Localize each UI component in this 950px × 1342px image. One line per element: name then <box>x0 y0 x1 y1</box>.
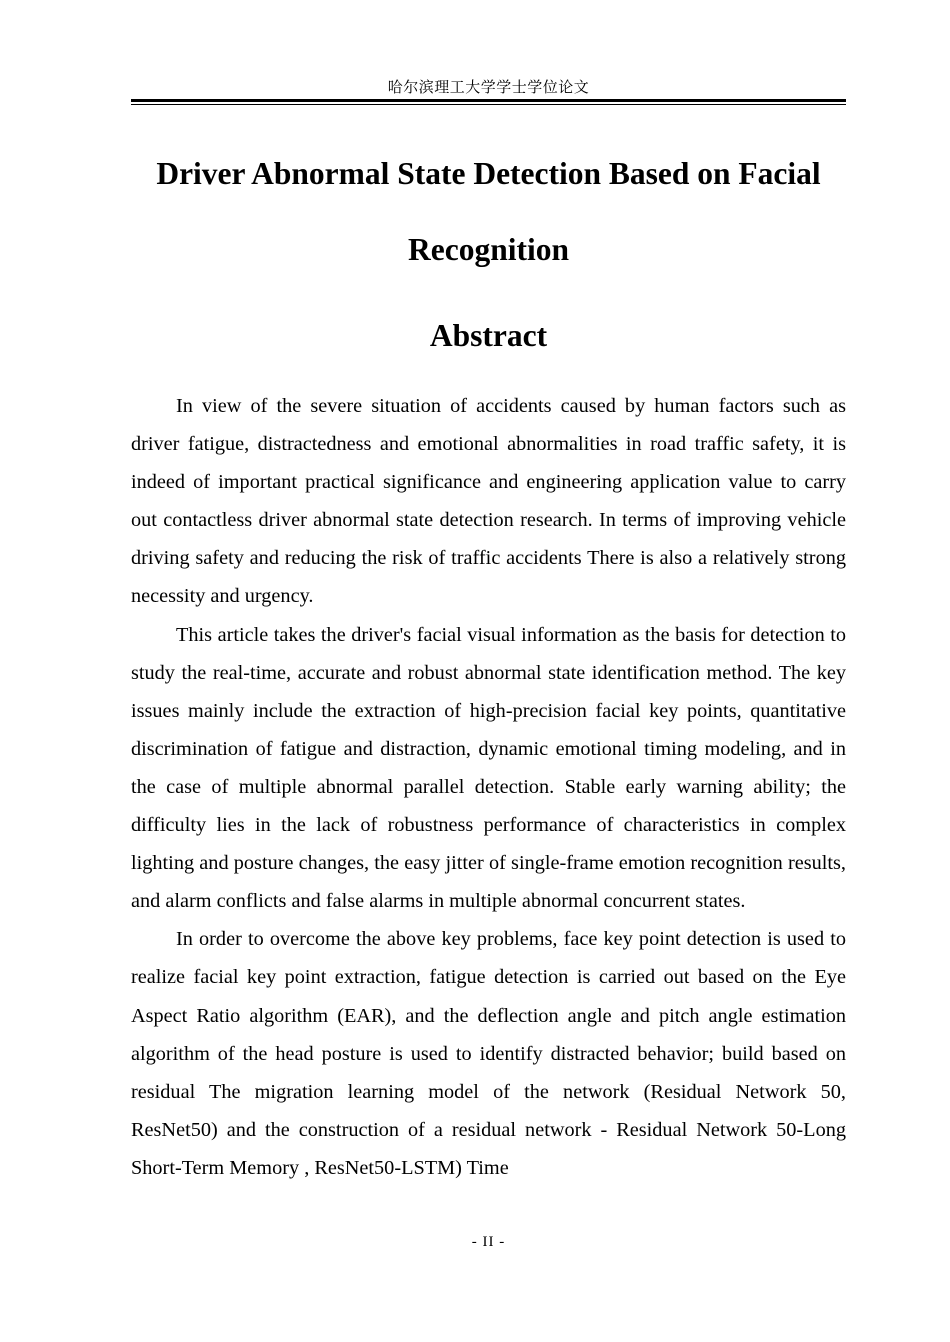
header-rule-thick <box>131 99 846 102</box>
abstract-paragraph-2: This article takes the driver's facial visual information as the basis for detection to study the real-time, accurate and robust abnormal state identification method. The key issues mainly include the extraction of high-precision facial key points, quantitative discrimination of fatigue and distraction, dynamic emotional timing modeling, and in the case of multiple abnormal parallel detection. Stable early warning ability; the difficulty lies in the lack of robustness performance of characteristics in complex lighting and posture changes, the easy jitter of single-frame emotion recognition results, and alarm conflicts and false alarms in multiple abnormal concurrent states. <box>131 623 846 913</box>
abstract-paragraph-1: In view of the severe situation of accidents caused by human factors such as driver fatigue, distractedness and emotional abnormalities in road traffic safety, it is indeed of important practical significance and engineering application value to carry out contactless driver abnormal state detection research. In terms of improving vehicle driving safety and reducing the risk of traffic accidents There is also a relatively strong necessity and urgency. <box>131 395 846 608</box>
header-rule-thin <box>131 104 846 105</box>
abstract-body <box>131 387 846 1225</box>
page-number: - II - <box>471 1234 506 1250</box>
abstract-heading: Abstract <box>429 318 548 353</box>
abstract-paragraph-3: In order to overcome the above key problems, face key point detection is used to realize facial key point extraction, fatigue detection is carried out based on the Eye Aspect Ratio algorithm (EAR), and the deflection angle and pitch angle estimation algorithm of the head posture is used to identify distracted behavior; build based on residual The migration learning model of the network (Residual Network 50, ResNet50) and the construction of a residual network - Residual Network 50-Long Short-Term Memory , ResNet50-LSTM) Time <box>131 928 846 1179</box>
running-header: 哈尔滨理工大学学士学位论文 <box>387 80 590 96</box>
thesis-title: Driver Abnormal State Detection Based on Facial Recognition <box>156 156 821 267</box>
